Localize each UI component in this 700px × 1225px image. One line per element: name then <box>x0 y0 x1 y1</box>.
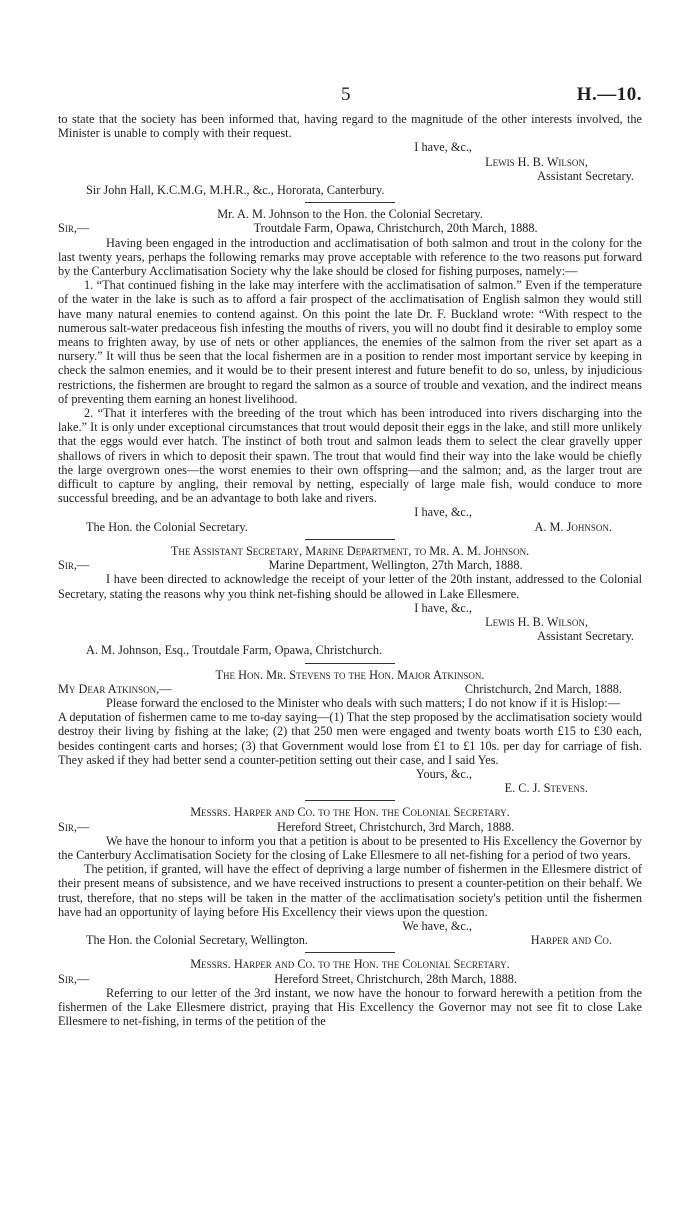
section-divider <box>305 539 395 540</box>
letter3-place-date: Christchurch, 2nd March, 1888. <box>464 681 622 696</box>
letter3-heading: The Hon. Mr. Stevens to the Hon. Major Atkinson. <box>215 667 485 682</box>
section-divider <box>305 202 395 203</box>
letter2-title: Assistant Secretary. <box>537 629 634 644</box>
letter0-body: to state that the society has been informed that, having regard to the magnitude of the other interests involved, the Minister is unable to comply with their request. <box>58 112 642 141</box>
letter1-heading: Mr. A. M. Johnson to the Hon. the Colonial Secretary. <box>217 207 483 222</box>
letter5-salutation: Sir,— <box>58 971 90 986</box>
letter1-paragraph-1: Having been engaged in the introduction and acclimatisation of both salmon and trout in the colony for the last twenty years, perhaps the following remarks may prove acceptable with reference to the two reasons put forward by the Canterbury Acclimatisation Society why the lake should be closed for fishing purposes, namely:— <box>58 235 642 279</box>
letter4-addressee: The Hon. the Colonial Secretary, Wellington. <box>86 933 309 948</box>
letter2-heading: The Assistant Secretary, Marine Department, to Mr. A. M. Johnson. <box>170 543 530 558</box>
page-header <box>58 84 642 112</box>
letter5-place-date: Hereford Street, Christchurch, 28th March, 1888. <box>274 971 518 986</box>
letter0-addressee: Sir John Hall, K.C.M.G, M.H.R., &c., Hororata, Canterbury. <box>86 183 385 198</box>
letter1-signature: A. M. Johnson. <box>534 519 612 534</box>
letter2-addressee: A. M. Johnson, Esq., Troutdale Farm, Opawa, Christchurch. <box>86 643 383 658</box>
letter1-closing: I have, &c., <box>414 505 472 520</box>
document-page <box>58 84 642 1028</box>
letter1-paragraph-3: 2. “That it interferes with the breeding of the trout which has been introduced into rivers discharging into the lake.” It is only under exceptional circumstances that trout would deposit their eggs in the lake, and still more unlikely that the eggs would ever hatch. The instinct of both trout and salmon leads them to select the clear gravelly upper shallows of rivers in which to deposit their spawn. The trout that would find their way into the lake would be chiefly the large overgrown ones—the worst enemies to their own offspring—and the salmon; and, as the larger trout are difficult to capture by angling, their removal by netting, especially of large male fish, would conduce to more successful breeding, and be an advantage to both lake and rivers. <box>58 406 642 506</box>
letter2-signature: Lewis H. B. Wilson, <box>485 614 588 629</box>
letter5-heading: Messrs. Harper and Co. to the Hon. the Colonial Secretary. <box>190 957 510 972</box>
letter4-place-date: Hereford Street, Christchurch, 3rd March, 1888. <box>276 819 515 834</box>
letter3-dateline <box>58 682 642 696</box>
letter3-salutation: My Dear Atkinson,— <box>58 681 172 696</box>
section-divider <box>305 663 395 664</box>
letter5-paragraph-1: Referring to our letter of the 3rd instant, we now have the honour to forward herewith a petition from the fishermen of the Lake Ellesmere district, praying that His Excellency the Governor may not see fit to close Lake Ellesmere to net-fishing, in terms of the petition of the <box>58 985 642 1029</box>
letter4-heading: Messrs. Harper and Co. to the Hon. the Colonial Secretary. <box>190 805 510 820</box>
letter4-salutation: Sir,— <box>58 819 90 834</box>
letter1-addressee: The Hon. the Colonial Secretary. <box>86 519 248 534</box>
letter3-signature: E. C. J. Stevens. <box>504 781 588 796</box>
letter1-paragraph-2: 1. “That continued fishing in the lake may interfere with the acclimatisation of salmon.” Even if the temperature of the water in the lake is such as to afford a fair prospect of the acclimatisation of English salmon they would still have many natural enemies to contend against. On this point the late Dr. F. Buckland wrote: “With respect to the numerous salt-water predaceous fish infesting the mouths of rivers, you will no doubt find it desirable to employ some means to frighten away, by use of nets or other appliances, the enemies of the salmon from the river set apart as a nursery.” It will thus be seen that the local fishermen are in a position to render most important service by keeping in check the salmon enemies, and it would be to their present interest and future benefit to do so, unless, by injudicious restrictions, the fishermen are brought to regard the salmon as a source of trouble and vexation, and the indirect means of preventing them earning an honest livelihood. <box>58 278 642 406</box>
document-code: H.—10. <box>576 84 642 105</box>
letter0-signature: Lewis H. B. Wilson, <box>485 154 588 169</box>
letter2-place-date: Marine Department, Wellington, 27th March, 1888. <box>268 558 523 573</box>
letter5-dateline <box>58 972 642 986</box>
letter4-signoff <box>58 933 642 947</box>
section-divider <box>305 800 395 801</box>
letter4-signature: Harper and Co. <box>530 933 612 948</box>
section-divider <box>305 952 395 953</box>
letter4-dateline <box>58 820 642 834</box>
letter4-paragraph-2: The petition, if granted, will have the effect of depriving a large number of fishermen in the Ellesmere district of their present means of subsistence, and we have received instructions to present a counter-petition on their behalf. We trust, therefore, that no steps will be taken in the matter of the acclimatisation society's petition until the fishermen have had an opportunity of laying before His Excellency their views upon the question. <box>58 862 642 919</box>
letter2-salutation: Sir,— <box>58 558 90 573</box>
letter3-closing: Yours, &c., <box>415 766 472 781</box>
letter0-title: Assistant Secretary. <box>537 168 634 183</box>
letter2-dateline <box>58 558 642 572</box>
letter1-salutation: Sir,— <box>58 221 90 236</box>
letter2-closing: I have, &c., <box>414 600 472 615</box>
page-number: 5 <box>341 84 351 105</box>
letter3-paragraph-1: Please forward the enclosed to the Minister who deals with such matters; I do not know if it is Hislop:— <box>106 695 620 710</box>
letter3-paragraph-2: A deputation of fishermen came to me to-day saying—(1) That the step proposed by the acclimatisation society would destroy their living by fishing at the lake; (2) that 250 men were engaged and twenty boats worth £15 to £30 each, besides contingent carts and horses; (3) that Government would lose from £1 to £1 10s. per day for carriage of fish. They asked if they had better send a counter-petition setting out their case, and I said Yes. <box>58 710 642 767</box>
letter4-paragraph-1: We have the honour to inform you that a petition is about to be presented to His Excellency the Governor by the Canterbury Acclimatisation Society for the closing of Lake Ellesmere to all net-fishing for a period of two years. <box>58 833 642 862</box>
letter2-body: I have been directed to acknowledge the receipt of your letter of the 20th instant, addressed to the Colonial Secretary, stating the reasons why you think net-fishing should be allowed in Lake Ellesmere. <box>58 572 642 601</box>
letter1-place-date: Troutdale Farm, Opawa, Christchurch, 20th March, 1888. <box>253 221 538 236</box>
letter0-closing: I have, &c., <box>414 140 472 155</box>
letter1-signoff <box>58 520 642 534</box>
letter1-dateline <box>58 221 642 235</box>
letter4-closing: We have, &c., <box>402 918 472 933</box>
